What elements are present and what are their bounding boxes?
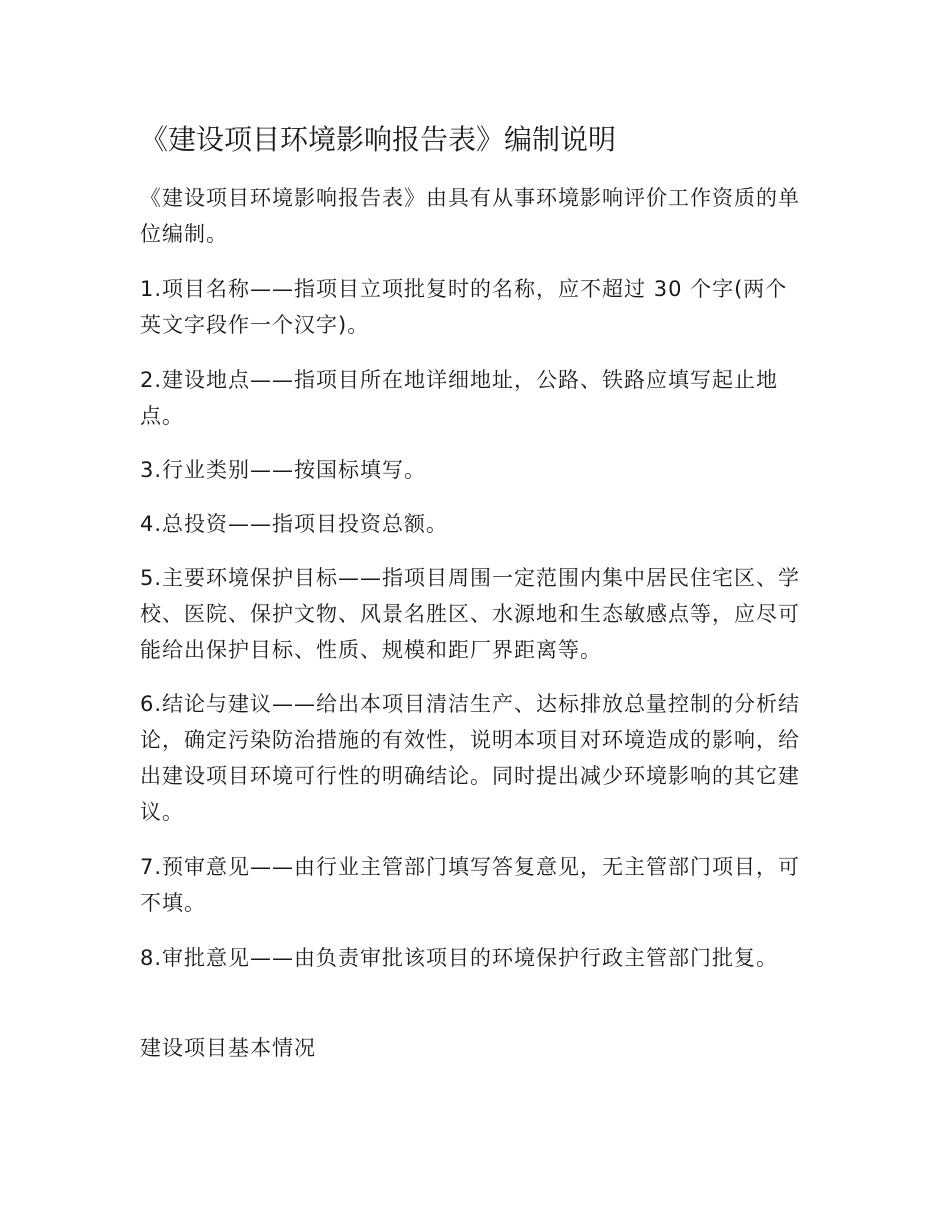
item-total-investment: 4.总投资——指项目投资总额。 [140, 512, 449, 536]
item-approval-opinion: 8.审批意见——由负责审批该项目的环境保护行政主管部门批复。 [140, 946, 779, 970]
intro-paragraph: 《建设项目环境影响报告表》由具有从事环境影响评价工作资质的单位编制。 [140, 186, 800, 246]
item-project-name: 1.项目名称——指项目立项批复时的名称，应不超过 30 个字(两个英文字段作一个汉字)。 [140, 277, 788, 337]
item-construction-site: 2.建设地点——指项目所在地详细地址，公路、铁路应填写起止地点。 [140, 368, 779, 428]
document-title: 《建设项目环境影响报告表》编制说明 [140, 123, 617, 156]
item-conclusions: 6.结论与建议——给出本项目清洁生产、达标排放总量控制的分析结论，确定污染防治措施的有效性，说明本项目对环境造成的影响，给出建设项目环境可行性的明确结论。同时提出减少环境影响的其它建议。 [140, 692, 801, 824]
item-pre-review-opinion: 7.预审意见——由行业主管部门填写答复意见，无主管部门项目，可不填。 [140, 855, 801, 915]
item-industry-category: 3.行业类别——按国标填写。 [140, 458, 427, 482]
item-protection-targets: 5.主要环境保护目标——指项目周围一定范围内集中居民住宅区、学校、医院、保护文物、风景名胜区、水源地和生态敏感点等，应尽可能给出保护目标、性质、规模和距厂界距离等。 [140, 566, 801, 662]
section-heading-basic-info: 建设项目基本情况 [140, 1036, 316, 1060]
